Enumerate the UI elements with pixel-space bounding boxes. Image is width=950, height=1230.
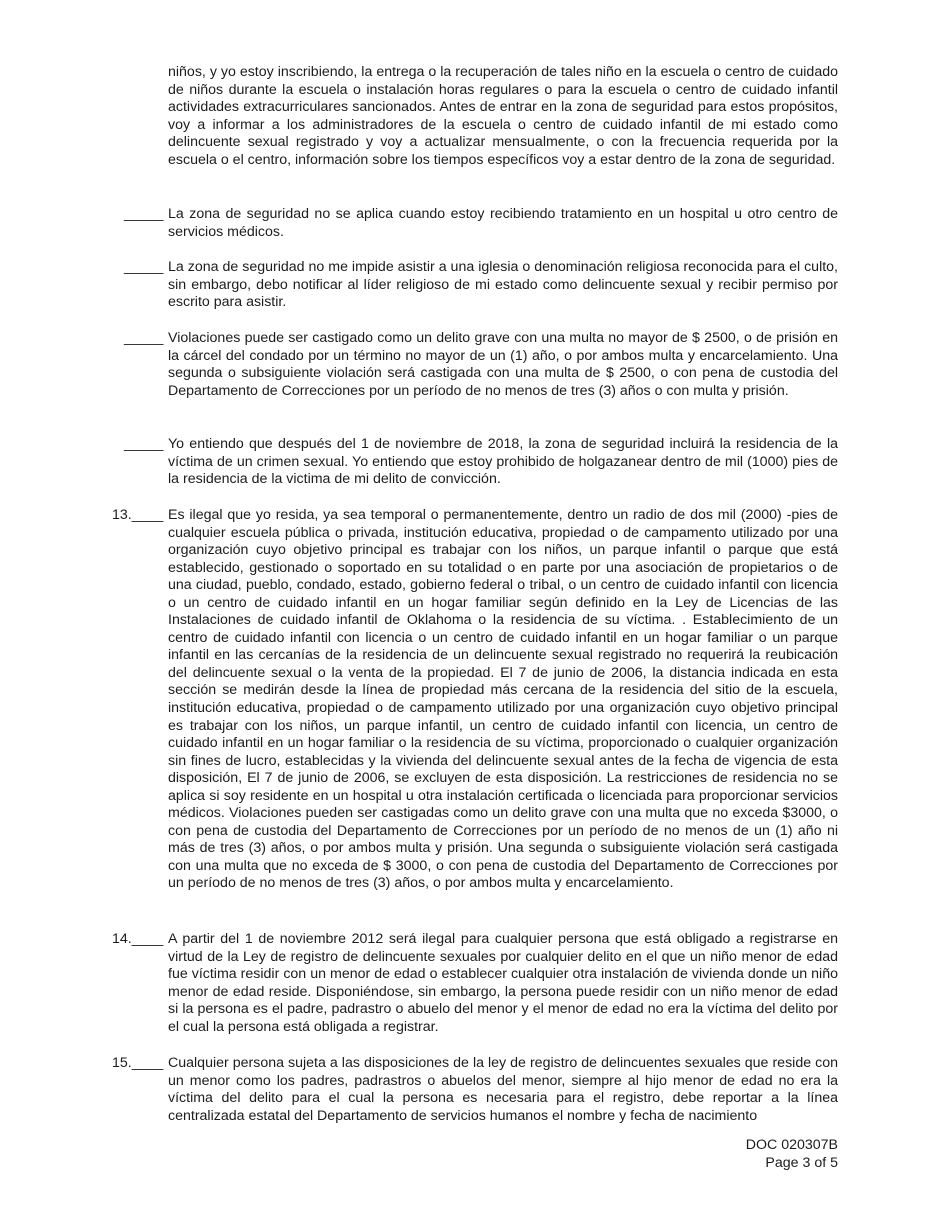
signature-blank: _____	[124, 206, 164, 222]
signature-blank: _____	[124, 259, 164, 275]
page-footer	[746, 1137, 838, 1172]
item-14-minor-residence	[112, 931, 838, 1036]
item-number-blank: 15.____	[112, 1055, 164, 1071]
item-text: La zona de seguridad no se aplica cuando estoy recibiendo tratamiento en un hospital u otro centro de servicios médicos.	[168, 206, 838, 240]
item-number-blank: 14.____	[112, 931, 164, 947]
item-text: Violaciones puede ser castigado como un delito grave con una multa no mayor de $ 2500, o de prisión en la cárcel del condado por un término no mayor de un (1) año, o por ambos multa y encarcelamiento. Una segunda o subsiguiente violación será castigada con una multa de $ 2500, o con pena de custodia del Departamento de Correcciones por un período de no menos de tres (3) años o con multa y prisión.	[168, 330, 838, 399]
signature-blank: _____	[124, 330, 164, 346]
item-violation-penalties	[124, 330, 838, 400]
item-15-reporting	[112, 1055, 838, 1125]
intro-continuation-text: niños, y yo estoy inscribiendo, la entrega o la recuperación de tales niño en la escuela o centro de cuidado de niños durante la escuela o instalación horas regulares o para la escuela o centro de cuidado infantil actividades extracurriculares sancionados. Antes de entrar en la zona de seguridad para estos propósitos, voy a informar a los administradores de la escuela o centro de cuidado infantil de mi estado como delincuente sexual registrado y voy a actualizar mensualmente, o con la frecuencia requerida por la escuela o el centro, información sobre los tiempos específicos voy a estar dentro de la zona de seguridad.	[168, 64, 838, 168]
item-13-residency-restriction	[112, 507, 838, 893]
page-number: Page 3 of 5	[765, 1154, 838, 1171]
item-victim-residence	[124, 436, 838, 489]
intro-continuation-paragraph	[168, 64, 838, 169]
item-hospital-exception	[124, 206, 838, 241]
document-code: DOC 020307B	[745, 1137, 838, 1153]
item-text: La zona de seguridad no me impide asistir a una iglesia o denominación religiosa reconocida para el culto, sin embargo, debo notificar al líder religioso de mi estado como delincuente sexual y recibir permiso por escrito para asistir.	[168, 259, 838, 311]
item-text: A partir del 1 de noviembre 2012 será ilegal para cualquier persona que está obligado a registrarse en virtud de la Ley de registro de delincuente sexuales por cualquier delito en el que un niño menor de edad fue víctima residir con un menor de edad o establecer cualquier otra instalación de vivienda donde un niño menor de edad reside. Disponiéndose, sin embargo, la persona puede residir con un niño menor de edad si la persona es el padre, padrastro o abuelo del menor y el menor de edad no era la víctima del delito por el cual la persona está obligada a registrar.	[168, 931, 838, 1035]
item-church-exception	[124, 259, 838, 312]
item-text: Yo entiendo que después del 1 de noviembre de 2018, la zona de seguridad incluirá la residencia de la víctima de un crimen sexual. Yo entiendo que estoy prohibido de holgazanear dentro de mil (1000) pies de la residencia de la victima de mi delito de convicción.	[168, 436, 838, 488]
item-number-blank: 13.____	[112, 507, 164, 523]
item-text: Cualquier persona sujeta a las disposiciones de la ley de registro de delincuentes sexuales que reside con un menor como los padres, padrastros o abuelos del menor, siempre al hijo menor de edad no era la víctima del delito para el cual la persona es necesaria para el registro, debe reportar a la línea centralizada estatal del Departamento de servicios humanos el nombre y fecha de nacimiento	[168, 1055, 838, 1124]
item-text: Es ilegal que yo resida, ya sea temporal o permanentemente, dentro un radio de dos mil (2000) -pies de cualquier escuela pública o privada, institución educativa, propiedad o de campamento utilizado por una organización cuyo objetivo principal es trabajar con los niños, un parque infantil o parque que está establecido, gestionado o soportado en su totalidad o en parte por una asociación de propietarios o de una ciudad, pueblo, condado, estado, gobierno federal o tribal, o un centro de cuidado infantil con licencia o un centro de cuidado infantil en un hogar familiar según definido en la Ley de Licencias de las Instalaciones de cuidado infantil de Oklahoma o la residencia de su víctima. . Establecimiento de un centro de cuidado infantil con licencia o un centro de cuidado infantil en un hogar familiar o un parque infantil en las cercanías de la residencia de un delincuente sexual registrado no requerirá la reubicación del delincuente sexual o la venta de la propiedad. El 7 de junio de 2006, la distancia indicada en esta sección se medirán desde la línea de propiedad más cercana de la residencia del sitio de la escuela, institución educativa, propiedad o de campamento utilizado por una organización cuyo objetivo principal es trabajar con los niños, un parque infantil, un centro de cuidado infantil con licencia, un centro de cuidado infantil en un hogar familiar o la residencia de su víctima, proporcionado o cualquier organización sin fines de lucro, establecidas y la vivienda del delincuente sexual antes de la fecha de vigencia de esta disposición, El 7 de junio de 2006, se excluyen de esta disposición. La restricciones de residencia no se aplica si soy residente en un hospital u otra instalación certificada o licenciada para proporcionar servicios médicos. Violaciones pueden ser castigadas como un delito grave con una multa que no exceda $3000, o con pena de custodia del Departamento de Correcciones por un período de no menos de un (1) año ni más de tres (3) años, o por ambos multa y prisión. Una segunda o subsiguiente violación será castigada con una multa que no exceda de $ 3000, o con pena de custodia del Departamento de Correcciones por un período de no menos de tres (3) años, o por ambos multa y encarcelamiento.	[168, 507, 838, 892]
signature-blank: _____	[124, 436, 164, 452]
